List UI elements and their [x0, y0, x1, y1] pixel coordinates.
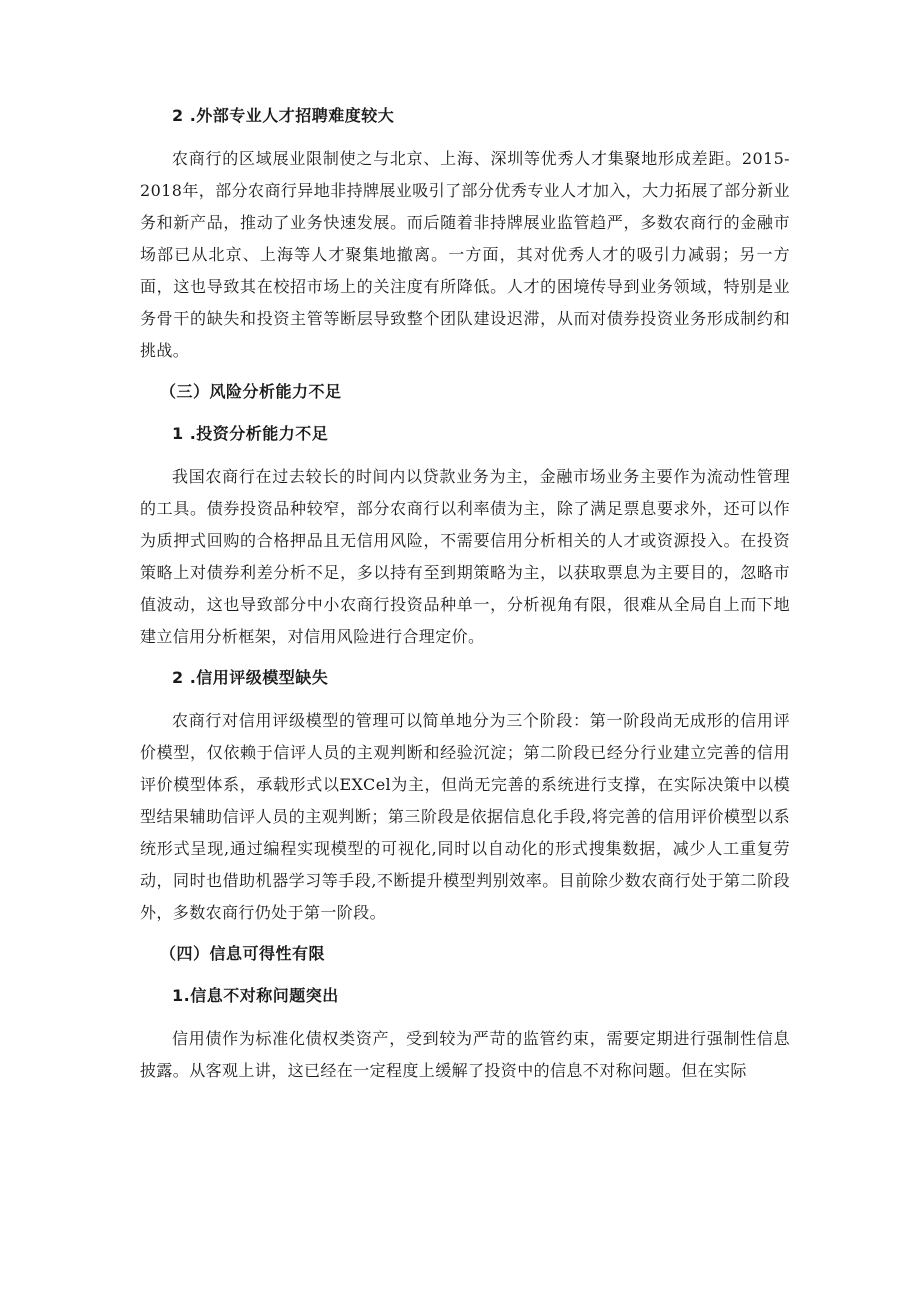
section-heading-information-availability: （四）信息可得性有限	[160, 944, 326, 963]
subheading-credit-rating-model: 2 .信用评级模型缺失	[172, 668, 329, 687]
document-body	[140, 103, 790, 1099]
paragraph-information-asymmetry: 信用债作为标准化债权类资产，受到较为严苛的监管约束，需要定期进行强制性信息披露。从客观上讲，这已经在一定程度上缓解了投资中的信息不对称问题。但在实际	[140, 1029, 790, 1080]
paragraph-investment-analysis: 我国农商行在过去较长的时间内以贷款业务为主，金融市场业务主要作为流动性管理的工具。债券投资品种较窄，部分农商行以利率债为主，除了满足票息要求外，还可以作为质押式回购的合格押品且无信用风险，不需要信用分析相关的人才或资源投入。在投资策略上对债券利差分析不足，多以持有至到期策略为主，以获取票息为主要目的，忽略市值波动，这也导致部分中小农商行投资品种单一，分析视角有限，很难从全局自上而下地建立信用分析框架，对信用风险进行合理定价。	[140, 467, 790, 646]
section-heading-risk-analysis: （三）风险分析能力不足	[160, 382, 342, 401]
subheading-information-asymmetry: 1.信息不对称问题突出	[172, 986, 339, 1005]
paragraph-credit-rating-model: 农商行对信用评级模型的管理可以简单地分为三个阶段：第一阶段尚无成形的信用评价模型，仅依赖于信评人员的主观判断和经验沉淀；第二阶段已经分行业建立完善的信用评价模型体系，承载形式以EXCel为主，但尚无完善的系统进行支撑，在实际决策中以模型结果辅助信评人员的主观判断；第三阶段是依据信息化手段,将完善的信用评价模型以系统形式呈现,通过编程实现模型的可视化,同时以自动化的形式搜集数据，减少人工重复劳动，同时也借助机器学习等手段,不断提升模型判别效率。目前除少数农商行处于第二阶段外，多数农商行仍处于第一阶段。	[140, 711, 790, 922]
subheading-recruitment-difficulty: 2 .外部专业人才招聘难度较大	[172, 106, 395, 125]
paragraph-talent-gap: 农商行的区域展业限制使之与北京、上海、深圳等优秀人才集聚地形成差距。2015-2018年，部分农商行异地非持牌展业吸引了部分优秀专业人才加入，大力拓展了部分新业务和新产品，推动了业务快速发展。而后随着非持牌展业监管趋严，多数农商行的金融市场部已从北京、上海等人才聚集地撤离。一方面，其对优秀人才的吸引力减弱；另一方面，这也导致其在校招市场上的关注度有所降低。人才的困境传导到业务领域，特别是业务骨干的缺失和投资主管等断层导致整个团队建设迟滞，从而对债券投资业务形成制约和挑战。	[140, 149, 790, 360]
subheading-investment-analysis: 1 .投资分析能力不足	[172, 424, 329, 443]
